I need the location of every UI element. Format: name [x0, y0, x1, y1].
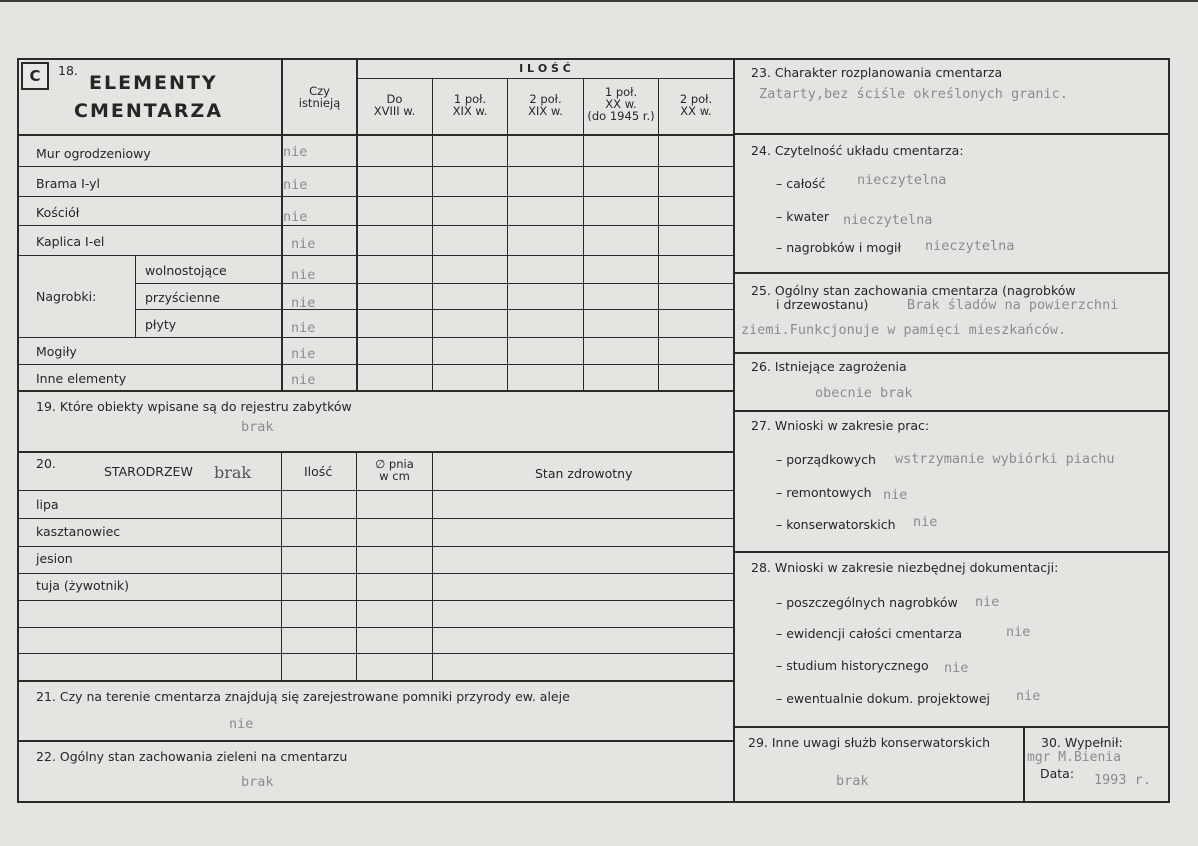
section-24-label: 24. Czytelność układu cmentarza: — [751, 143, 964, 158]
section-26-label: 26. Istniejące zagrożenia — [751, 359, 907, 374]
element-label: Kaplica I-el — [36, 234, 105, 249]
element-label: Kościół — [36, 205, 80, 220]
period-header: 1 poł. XIX w. — [452, 92, 488, 118]
prace-item-value: nie — [883, 487, 908, 503]
prace-item-value: nie — [913, 514, 938, 530]
section-21-value: nie — [229, 716, 254, 732]
prace-item-value: wstrzymanie wybiórki piachu — [895, 451, 1115, 467]
ilosc-header: I L O Ś Ć — [519, 62, 571, 75]
element-label: Mogiły — [36, 344, 77, 359]
section-20-title: STARODRZEW — [104, 464, 193, 479]
element-value: nie — [291, 346, 316, 362]
prace-item-label: – remontowych — [776, 485, 872, 500]
dokumentacja-item-value: nie — [1016, 688, 1041, 704]
section-27-label: 27. Wnioski w zakresie prac: — [751, 418, 930, 433]
czytelnosc-item-label: – nagrobków i mogił — [776, 240, 902, 255]
section-25-value-cont: ziemi.Funkcjonuje w pamięci mieszkańców. — [741, 322, 1067, 338]
nagrobki-sub-label: płyty — [145, 317, 177, 332]
czytelnosc-item-value: nieczytelna — [843, 212, 933, 228]
nagrobki-sub-label: przyścienne — [145, 290, 221, 305]
section-25-label-cont: i drzewostanu) — [776, 297, 869, 312]
tree-row-label: kasztanowiec — [36, 524, 121, 539]
period-header: 2 poł. XX w. — [679, 92, 713, 118]
nagrobki-label: Nagrobki: — [36, 289, 97, 304]
czy-istnieja-header: Czy istnieją — [298, 84, 341, 110]
col-pnia: ∅ pnia w cm — [375, 457, 414, 483]
tree-row-label: jesion — [36, 551, 73, 566]
section-19-label: 19. Które obiekty wpisane są do rejestru zabytków — [36, 399, 352, 414]
element-value: nie — [291, 372, 316, 388]
dokumentacja-item-label: – ewentualnie dokum. projektowej — [776, 691, 991, 706]
section-30-label: 30. Wypełnił: — [1041, 735, 1123, 750]
prace-item-label: – konserwatorskich — [776, 517, 896, 532]
element-value: nie — [291, 295, 316, 311]
prace-item-label: – porządkowych — [776, 452, 876, 467]
element-value: nie — [283, 177, 308, 193]
form-letter-badge: C — [21, 62, 49, 90]
section-28-label: 28. Wnioski w zakresie niezbędnej dokumentacji: — [751, 560, 1059, 575]
section-26-value: obecnie brak — [815, 385, 913, 401]
section-22-label: 22. Ogólny stan zachowania zieleni na cmentarzu — [36, 749, 348, 764]
filled-by-name: mgr M.Bienia — [1027, 750, 1121, 765]
nagrobki-sub-label: wolnostojące — [145, 263, 227, 278]
section-20-handwritten: brak — [214, 463, 252, 482]
tree-row-label: lipa — [36, 497, 59, 512]
col-ilosc: Ilość — [304, 464, 333, 479]
scan-edge — [0, 0, 1198, 2]
dokumentacja-item-label: – studium historycznego — [776, 658, 929, 673]
section-25-value: Brak śladów na powierzchni — [907, 297, 1119, 313]
element-value: nie — [283, 144, 308, 160]
col-stan-zdrowotny: Stan zdrowotny — [535, 466, 633, 481]
section-23-value: Zatarty,bez ściśle określonych granic. — [759, 86, 1068, 102]
section-18-number: 18. — [58, 63, 78, 78]
czytelnosc-item-label: – całość — [776, 176, 826, 191]
element-value: nie — [291, 320, 316, 336]
czytelnosc-item-value: nieczytelna — [925, 238, 1015, 254]
section-22-value: brak — [241, 774, 274, 790]
tree-row-label: tuja (żywotnik) — [36, 578, 130, 593]
dokumentacja-item-label: – ewidencji całości cmentarza — [776, 626, 963, 641]
date-value: 1993 r. — [1094, 772, 1151, 788]
period-header: 1 poł. XX w. (do 1945 r.) — [587, 85, 655, 123]
period-header: Do XVIII w. — [373, 92, 416, 118]
section-23-label: 23. Charakter rozplanowania cmentarza — [751, 65, 1003, 80]
date-label: Data: — [1040, 766, 1075, 781]
section-19-value: brak — [241, 419, 274, 435]
section-18-title-line2: CMENTARZA — [74, 100, 224, 122]
section-20-number: 20. — [36, 456, 56, 471]
element-label: Brama I-yl — [36, 176, 101, 191]
element-value: nie — [291, 236, 316, 252]
section-29-value: brak — [836, 773, 869, 789]
czytelnosc-item-label: – kwater — [776, 209, 830, 224]
dokumentacja-item-value: nie — [1006, 624, 1031, 640]
period-header: 2 poł. XIX w. — [528, 92, 563, 118]
element-value: nie — [291, 267, 316, 283]
element-label: Inne elementy — [36, 371, 127, 386]
section-29-label: 29. Inne uwagi służb konserwatorskich — [748, 735, 990, 750]
dokumentacja-item-label: – poszczególnych nagrobków — [776, 595, 958, 610]
dokumentacja-item-value: nie — [944, 660, 969, 676]
dokumentacja-item-value: nie — [975, 594, 1000, 610]
element-value: nie — [283, 209, 308, 225]
czytelnosc-item-value: nieczytelna — [857, 172, 947, 188]
section-21-label: 21. Czy na terenie cmentarza znajdują się zarejestrowane pomniki przyrody ew. aleje — [36, 689, 570, 704]
section-25-label: 25. Ogólny stan zachowania cmentarza (nagrobków — [751, 283, 1076, 298]
section-18-title-line1: ELEMENTY — [89, 72, 218, 94]
element-label: Mur ogrodzeniowy — [36, 146, 151, 161]
